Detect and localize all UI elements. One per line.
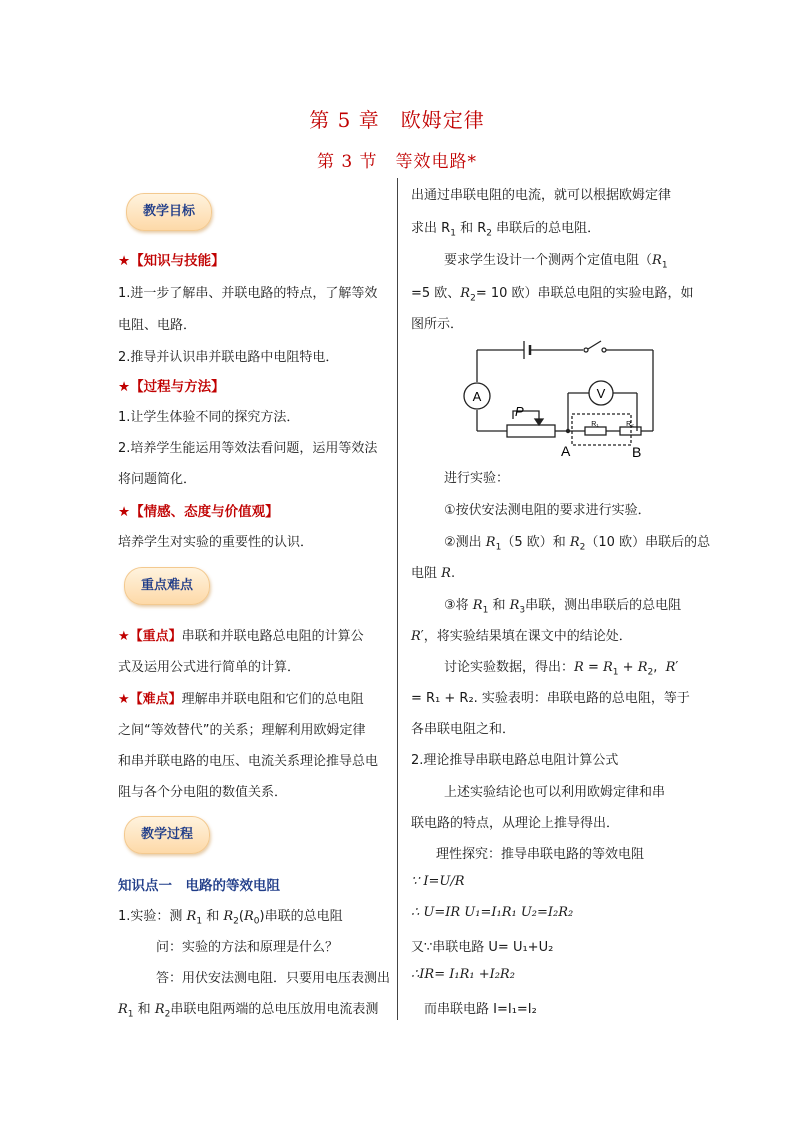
switch-lever — [588, 341, 601, 349]
section-title: 第 3 节 等效电路* — [316, 152, 478, 172]
process-2a: 2.培养学生能运用等效法看问题，运用等效法 — [118, 441, 378, 456]
equation-2: ∴ U=IR U₁=I₁R₁ U₂=I₂R₂ — [411, 905, 574, 920]
answer-a: 答：用伏安法测电阻．只要用电压表测出 — [156, 971, 391, 986]
goal-1a: 1.进一步了解串、并联电路的特点，了解等效 — [118, 286, 378, 301]
process-2b: 将问题简化． — [118, 472, 197, 487]
equation-3: 又∵串联电路 U= U₁+U₂ — [411, 940, 554, 955]
section-2a: 上述实验结论也可以利用欧姆定律和串 — [444, 785, 666, 800]
badge-key-difficult: 重点难点 — [124, 567, 210, 605]
question: 问：实验的方法和原理是什么？ — [156, 940, 339, 955]
paragraph-2b: =5 欧、$R_2= 10$ 欧）串联总电阻的实验电路，如 — [411, 286, 694, 304]
column-divider — [397, 178, 398, 1020]
discussion-a: 讨论实验数据，得出：$R = R_1 + R_2$, R′ — [444, 660, 679, 678]
step-intro: 进行实验： — [444, 471, 510, 486]
key-point-a: ★【重点】串联和并联电路总电阻的计算公 — [118, 629, 364, 644]
process-1: 1.让学生体验不同的探究方法． — [118, 410, 300, 425]
resistor-r1 — [585, 427, 606, 435]
equation-5: 而串联电路 I=I₁=I₂ — [424, 1002, 537, 1017]
answer-b: $R_1$ 和 $R_2$串联电阻两端的总电压放用电流表测 — [118, 1002, 379, 1020]
difficulty-label: ★【难点】 — [118, 692, 182, 707]
section-2b: 联电路的特点，从理论上推导得出． — [411, 816, 620, 831]
step-3-end: R′，将实验结果填在课文中的结论处． — [411, 629, 632, 644]
heading-emotion-values: ★【情感、态度与价值观】 — [118, 504, 279, 520]
switch-contact-1 — [584, 348, 588, 352]
node-a-label: A — [561, 443, 571, 459]
paragraph-2a: 要求学生设计一个测两个定值电阻（$R_1$ — [444, 253, 668, 271]
badge-teaching-process: 教学过程 — [124, 816, 210, 854]
step-2: ②测出 $R_1(5$ 欧）和 $R_2(10$ 欧）串联后的总 — [444, 535, 711, 553]
dashed-box — [572, 414, 631, 445]
paragraph-2c: 图所示． — [411, 317, 464, 332]
difficulty-b: 之间“等效替代”的关系；理解利用欧姆定律 — [118, 723, 366, 738]
discussion-b: = R₁ + R₂. 实验表明：串联电路的总电阻，等于 — [411, 691, 690, 706]
difficulty-a: ★【难点】理解串并联电阻和它们的总电阻 — [118, 692, 364, 707]
ammeter-label: A — [472, 389, 482, 404]
badge-teaching-goals: 教学目标 — [126, 193, 212, 231]
knowledge-point-heading: 知识点一 电路的等效电阻 — [118, 878, 280, 894]
equation-4: ∴IR= I₁R₁ +I₂R₂ — [411, 967, 515, 982]
key-point-b: 式及运用公式进行简单的计算． — [118, 660, 301, 675]
slider-label: P — [515, 404, 524, 419]
voltmeter-label: V — [596, 386, 606, 401]
r1-label: R₁ — [591, 421, 599, 428]
difficulty-d: 阻与各个分电阻的数值关系． — [118, 785, 288, 800]
circuit-diagram — [455, 335, 670, 465]
discussion-c: 各串联电阻之和． — [411, 722, 516, 737]
switch-contact-2 — [602, 348, 606, 352]
experiment-1: 1.实验：测 $R_1$ 和 $R_2(R_0)$串联的总电阻 — [118, 909, 343, 927]
goal-1b: 电阻、电路． — [118, 318, 197, 333]
chapter-title: 第 5 章 欧姆定律 — [309, 108, 485, 132]
difficulty-c: 和串并联电路的电压、电流关系理论推导总电 — [118, 754, 379, 769]
equation-1: ∵ I=U/R — [411, 874, 465, 889]
paragraph-1b: 求出 $R_1$ 和 $R_2$ 串联后的总电阻． — [411, 221, 601, 239]
section-2-heading: 2.理论推导串联电路总电阻计算公式 — [411, 753, 619, 768]
key-label: ★【重点】 — [118, 629, 182, 644]
step-3: ③将 $R_1$ 和 $R_3$串联，测出串联后的总电阻 — [444, 598, 682, 616]
step-2-end: 电阻 R. — [411, 566, 456, 581]
rheostat — [507, 425, 555, 437]
emotion-text: 培养学生对实验的重要性的认识． — [118, 535, 314, 550]
node-b-label: B — [632, 444, 642, 460]
r2-label: R₂ — [626, 421, 634, 428]
heading-knowledge-skills: ★【知识与技能】 — [118, 253, 225, 269]
rational-inquiry: 理性探究：推导串联电路的等效电阻 — [436, 847, 645, 862]
paragraph-1a: 出通过串联电阻的电流，就可以根据欧姆定律 — [411, 188, 672, 203]
step-1: ①按伏安法测电阻的要求进行实验． — [444, 503, 651, 518]
slider-arrow — [535, 419, 543, 425]
goal-2: 2.推导并认识串并联电路中电阻特电． — [118, 350, 339, 365]
heading-process-method: ★【过程与方法】 — [118, 379, 225, 395]
